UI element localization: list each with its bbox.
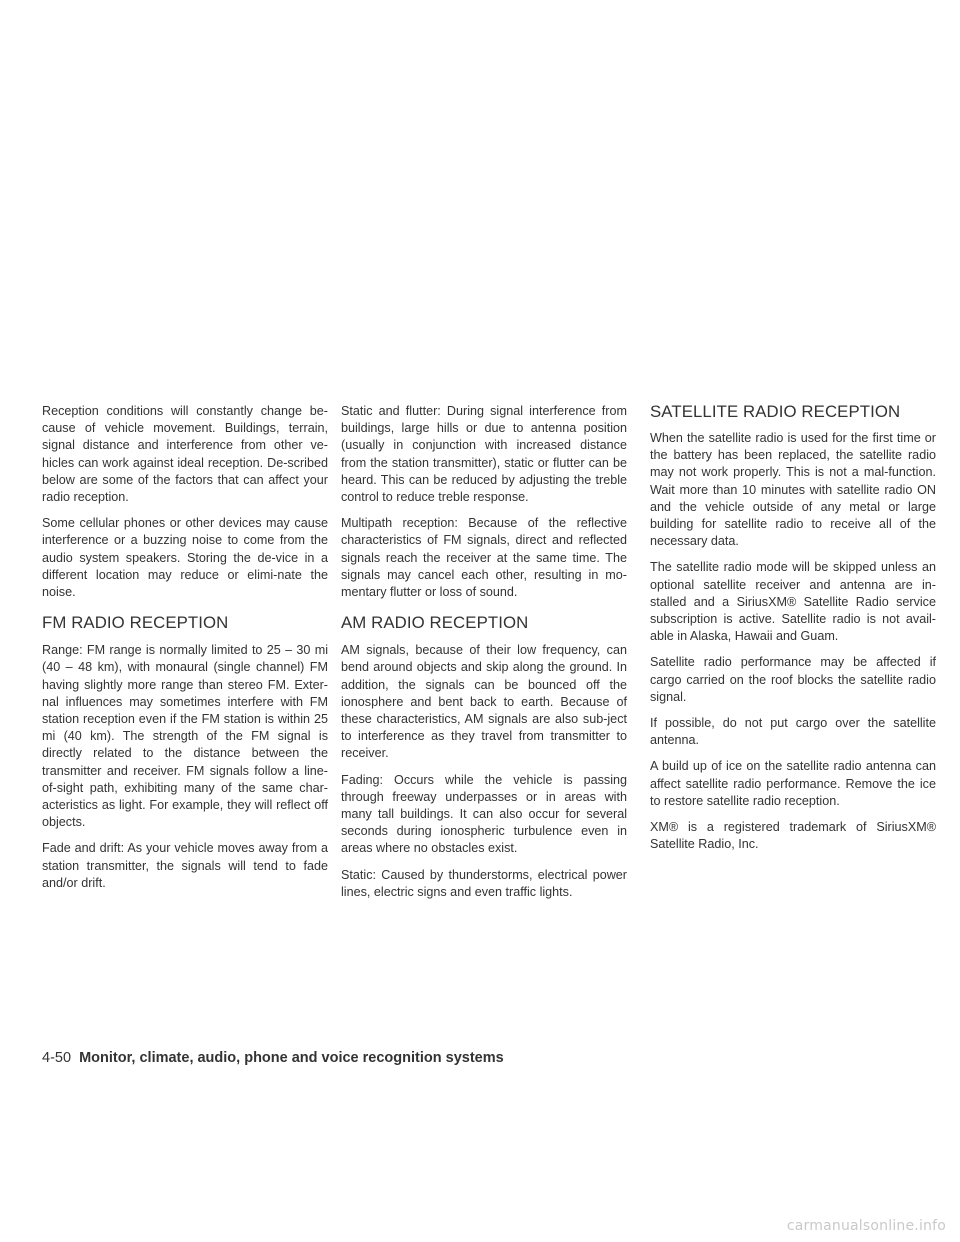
static-flutter-paragraph: Static and flutter: During signal interference from buildings, large hills or due to antenna position (usually in conjunction with increased distance from the station transmitter), static or flutter can be heard. This can be reduced by adjusting the treble control to reduce treble response. [341,404,627,505]
am-reception-heading: AM RADIO RECEPTION [341,613,529,633]
satellite-mode-paragraph: The satellite radio mode will be skipped unless an optional satellite receiver and antenna are in-stalled and a SiriusXM® Satellite Radio service subscription is active. Satellite radio is not avail-able in Alaska, Hawaii and Guam. [650,560,936,644]
intro-paragraph-2: Some cellular phones or other devices may cause interference or a buzzing noise to come from the audio system speakers. Storing the de-vice in a different location may reduce or elimi-nate the noise. [42,516,328,600]
fm-range-paragraph: Range: FM range is normally limited to 25 – 30 mi (40 – 48 km), with monaural (single channel) FM having slightly more range than stereo FM. Exter-nal influences may sometimes interfere with FM station reception even if the FM station is within 25 mi (40 km). The strength of the FM signal is directly related to the distance between the transmitter and receiver. FM signals follow a line-of-sight path, exhibiting many of the same char-acteristics as light. For example, they will reflect off objects. [42,643,328,830]
trademark-paragraph: XM® is a registered trademark of SiriusXM® Satellite Radio, Inc. [650,820,936,852]
am-signals-paragraph: AM signals, because of their low frequency, can bend around objects and skip along the ground. In addition, the signals can be bounced off the ionosphere and bent back to earth. Because of these characteristics, AM signals are also sub-ject to interference as they travel from transmitter to receiver. [341,643,627,761]
column-middle [341,403,627,910]
fm-fade-drift-paragraph: Fade and drift: As your vehicle moves away from a station transmitter, the signals will tend to fade and/or drift. [42,841,328,890]
satellite-performance-paragraph: Satellite radio performance may be affected if cargo carried on the roof blocks the satellite radio signal. [650,655,936,704]
satellite-reception-heading: SATELLITE RADIO RECEPTION [650,402,901,421]
satellite-first-use-paragraph: When the satellite radio is used for the first time or the battery has been replaced, the satellite radio may not work properly. This is not a mal-function. Wait more than 10 minutes with satellite radio ON and the vehicle outside of any metal or large building for satellite radio to receive all of the necessary data. [650,431,936,549]
column-right [650,402,936,862]
am-static-paragraph: Static: Caused by thunderstorms, electrical power lines, electric signs and even traffic lights. [341,867,627,899]
column-left [42,403,328,901]
watermark: carmanualsonline.info [786,1218,946,1234]
chapter-title: Monitor, climate, audio, phone and voice recognition systems [79,1050,504,1066]
satellite-cargo-paragraph: If possible, do not put cargo over the satellite antenna. [650,716,936,748]
am-fading-paragraph: Fading: Occurs while the vehicle is passing through freeway underpasses or in areas with many tall buildings. It can also occur for several seconds during ionospheric turbulence even in areas where no obstacles exist. [341,772,627,856]
page-footer [42,1049,504,1067]
multipath-paragraph: Multipath reception: Because of the reflective characteristics of FM signals, direct and reflected signals reach the receiver at the same time. The signals may cancel each other, resulting in mo-mentary flutter or loss of sound. [341,516,627,600]
fm-reception-heading: FM RADIO RECEPTION [42,613,229,633]
satellite-ice-paragraph: A build up of ice on the satellite radio antenna can affect satellite radio performance. Remove the ice to restore satellite radio reception. [650,759,936,808]
page-number: 4-50 [42,1050,72,1066]
intro-paragraph-1: Reception conditions will constantly change be-cause of vehicle movement. Buildings, terrain, signal distance and interference from other ve-hicles can work against ideal reception. De-scribed below are some of the factors that can affect your radio reception. [42,404,328,505]
